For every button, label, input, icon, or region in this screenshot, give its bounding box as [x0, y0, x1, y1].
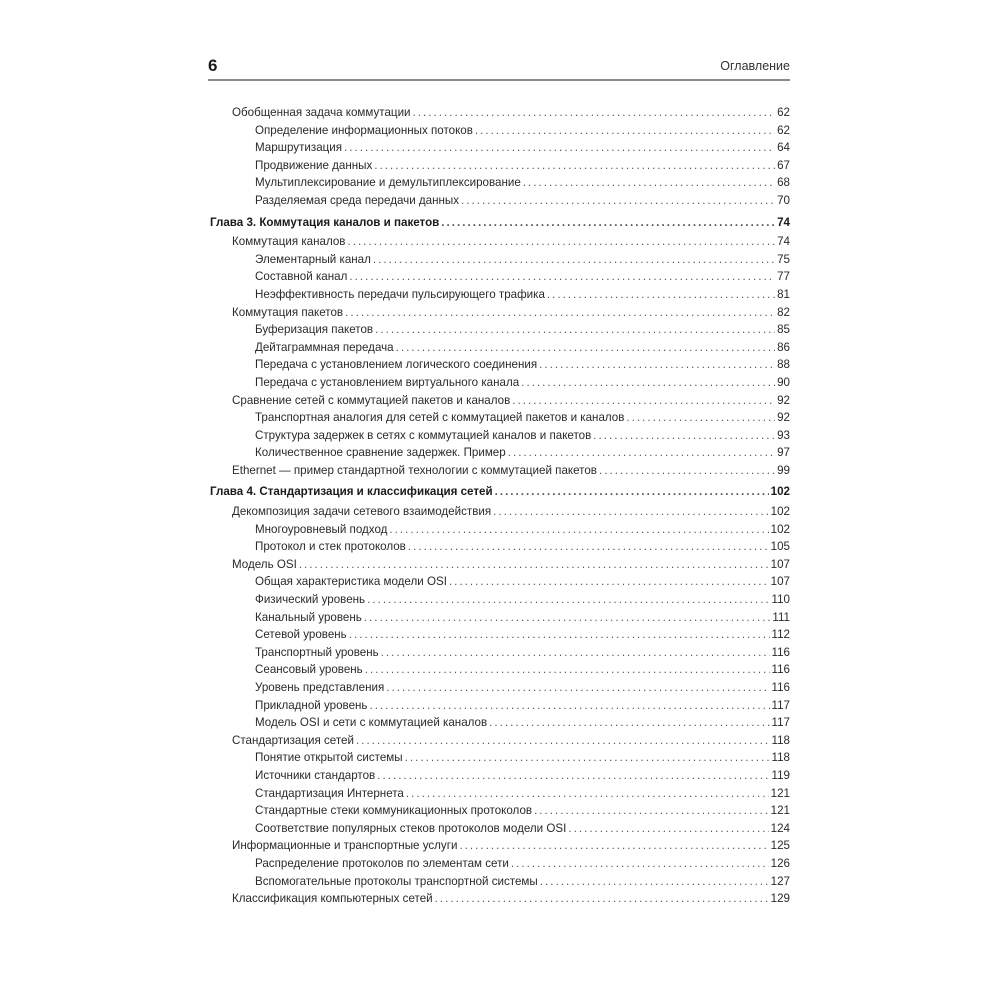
toc-entry-title: Информационные и транспортные услуги [232, 839, 458, 853]
toc-entry-page: 62 [777, 123, 790, 137]
toc-entry[interactable] [210, 104, 790, 122]
toc-entry-title: Передача с установлением логического соединения [255, 358, 538, 372]
dot-leader [523, 174, 775, 192]
toc-entry[interactable] [210, 157, 790, 175]
toc-entry-title: Сеансовый уровень [255, 663, 363, 677]
toc-entry-title: Сравнение сетей с коммутацией пакетов и каналов [232, 393, 511, 407]
dot-leader [367, 591, 769, 609]
toc-entry-title: Дейтаграммная передача [255, 340, 394, 354]
toc-entry-page: 92 [777, 393, 790, 407]
toc-entry-page: 102 [770, 485, 790, 499]
toc-entry[interactable] [210, 714, 790, 732]
toc-entry-page: 74 [777, 235, 790, 249]
toc-entry-title: Уровень представления [255, 681, 385, 694]
dot-leader [495, 483, 769, 501]
dot-leader [449, 573, 769, 591]
toc-entry[interactable] [210, 573, 790, 591]
toc-entry-page: 81 [777, 287, 790, 301]
toc-entry-title: Понятие открытой системы [255, 751, 403, 765]
toc-entry-title: Прикладной уровень [255, 698, 368, 712]
dot-leader [369, 697, 769, 715]
toc-entry[interactable] [210, 538, 790, 556]
toc-entry[interactable] [210, 820, 790, 838]
dot-leader [375, 321, 775, 339]
toc-entry-page: 118 [771, 751, 790, 765]
dot-leader [540, 873, 769, 891]
toc-entry-page: 75 [777, 252, 790, 266]
toc-entry-title: Сетевой уровень [255, 628, 347, 642]
toc-entry-page: 121 [770, 804, 790, 818]
dot-leader [389, 521, 768, 539]
toc-entry[interactable] [210, 591, 790, 609]
toc-entry[interactable] [210, 462, 790, 480]
toc-entry-title: Модель OSI и сети с коммутацией каналов [255, 716, 488, 730]
dot-leader [299, 556, 769, 574]
toc-entry[interactable] [210, 339, 790, 357]
dot-leader [534, 802, 769, 820]
toc-entry[interactable] [210, 251, 790, 269]
toc-entry-title: Канальный уровень [255, 610, 362, 624]
toc-entry[interactable] [210, 644, 790, 662]
toc-entry-title: Многоуровневый подход [255, 522, 388, 536]
toc-entry-page: 110 [771, 593, 790, 607]
toc-entry-page: 125 [770, 839, 790, 853]
toc-entry[interactable] [210, 233, 790, 251]
toc-entry-title: Продвижение данных [255, 158, 373, 172]
toc-entry-page: 107 [770, 557, 790, 571]
dot-leader [349, 626, 770, 644]
toc-entry[interactable] [210, 855, 790, 873]
toc-entry-page: 124 [770, 821, 790, 835]
toc-entry-page: 85 [777, 323, 790, 337]
toc-entry-title: Определение информационных потоков [255, 123, 473, 137]
toc-entry-title: Количественное сравнение задержек. Пример [255, 446, 506, 460]
toc-entry-page: 92 [777, 411, 790, 425]
toc-entry[interactable] [210, 609, 790, 627]
toc-entry-title: Источники стандартов [255, 768, 376, 782]
toc-entry-title: Глава 3. Коммутация каналов и пакетов [210, 215, 440, 229]
toc-entry[interactable] [210, 409, 790, 427]
dot-leader [489, 714, 769, 732]
toc-entry-title: Соответствие популярных стеков протоколов модели OSI [255, 821, 567, 835]
toc-entry[interactable] [210, 556, 790, 574]
toc-entry-title: Передача с установлением виртуального канала [255, 375, 520, 389]
toc-entry-page: 126 [770, 856, 790, 870]
dot-leader [547, 286, 775, 304]
toc-entry-title: Модель OSI [232, 557, 297, 571]
toc-entry-page: 118 [771, 733, 790, 747]
toc-entry[interactable] [210, 802, 790, 820]
toc-entry-page: 121 [770, 786, 790, 800]
toc-entry-title: Стандартные стеки коммуникационных протоколов [255, 804, 533, 818]
toc-entry[interactable] [210, 503, 790, 521]
dot-leader [347, 233, 775, 251]
toc-entry[interactable] [210, 174, 790, 192]
toc-entry-title: Структура задержек в сетях с коммутацией каналов и пакетов [255, 428, 592, 442]
toc-entry-title: Глава 4. Стандартизация и классификация сетей [210, 485, 493, 499]
dot-leader [356, 732, 770, 750]
dot-leader [374, 157, 775, 175]
dot-leader [345, 304, 775, 322]
toc-entry[interactable] [210, 374, 790, 392]
toc-entry[interactable] [210, 890, 790, 908]
toc-entry-page: 82 [777, 305, 790, 319]
dot-leader [344, 139, 775, 157]
dot-leader [408, 538, 769, 556]
toc-entry[interactable] [210, 697, 790, 715]
dot-leader [475, 122, 775, 140]
toc-entry[interactable] [210, 192, 790, 210]
toc-entry-title: Стандартизация Интернета [255, 786, 404, 800]
toc-entry-title: Составной канал [255, 270, 348, 284]
toc-entry[interactable] [210, 122, 790, 140]
dot-leader [396, 339, 775, 357]
dot-leader [413, 104, 776, 122]
table-of-contents [210, 104, 790, 908]
toc-entry[interactable] [210, 785, 790, 803]
dot-leader [539, 356, 775, 374]
toc-entry-title: Обобщенная задача коммутации [232, 106, 411, 119]
dot-leader [511, 855, 769, 873]
dot-leader [377, 767, 769, 785]
toc-entry-page: 90 [777, 375, 790, 389]
toc-entry-title: Транспортная аналогия для сетей с коммутацией пакетов и каналов [255, 411, 625, 425]
toc-entry-page: 77 [777, 270, 790, 284]
toc-entry-page: 105 [770, 540, 790, 554]
toc-entry-page: 62 [777, 106, 790, 119]
toc-entry[interactable] [210, 749, 790, 767]
toc-entry[interactable] [210, 139, 790, 157]
toc-entry[interactable] [210, 268, 790, 286]
dot-leader [593, 427, 775, 445]
dot-leader [386, 679, 769, 697]
toc-entry[interactable] [210, 661, 790, 679]
dot-leader [626, 409, 775, 427]
toc-entry-page: 116 [771, 645, 790, 659]
dot-leader [512, 392, 775, 410]
toc-entry[interactable] [210, 767, 790, 785]
toc-entry-page: 117 [771, 716, 790, 730]
toc-entry-page: 107 [770, 575, 790, 589]
toc-entry[interactable] [210, 356, 790, 374]
toc-entry[interactable] [210, 521, 790, 539]
toc-entry-title: Классификация компьютерных сетей [232, 892, 433, 906]
toc-entry[interactable] [210, 392, 790, 410]
toc-entry-page: 102 [770, 522, 790, 536]
toc-entry[interactable] [210, 837, 790, 855]
dot-leader [459, 837, 768, 855]
toc-entry[interactable] [210, 427, 790, 445]
running-title: Оглавление [720, 59, 790, 73]
toc-entry-title: Протокол и стек протоколов [255, 540, 406, 554]
toc-entry-page: 99 [777, 463, 790, 477]
toc-entry-title: Распределение протоколов по элементам сети [255, 856, 509, 870]
toc-entry-title: Транспортный уровень [255, 645, 379, 659]
toc-chapter-entry[interactable] [210, 483, 790, 501]
toc-entry-title: Стандартизация сетей [232, 733, 354, 747]
toc-entry[interactable] [210, 304, 790, 322]
dot-leader [493, 503, 769, 521]
toc-entry-page: 67 [777, 158, 790, 172]
header-rule [208, 79, 790, 81]
toc-entry-title: Физический уровень [255, 593, 366, 607]
toc-chapter-entry[interactable] [210, 214, 790, 232]
dot-leader [461, 192, 775, 210]
toc-entry[interactable] [210, 444, 790, 462]
toc-entry-page: 116 [771, 681, 790, 694]
toc-entry-page: 117 [771, 698, 790, 712]
toc-entry[interactable] [210, 286, 790, 304]
dot-leader [405, 749, 770, 767]
toc-entry-page: 116 [771, 663, 790, 677]
toc-entry[interactable] [210, 321, 790, 339]
toc-entry-page: 74 [777, 215, 790, 229]
toc-entry-page: 127 [770, 874, 790, 888]
toc-entry-title: Вспомогательные протоколы транспортной системы [255, 874, 538, 888]
dot-leader [435, 890, 769, 908]
toc-entry[interactable] [210, 679, 790, 697]
toc-entry-page: 119 [771, 768, 790, 782]
toc-entry[interactable] [210, 626, 790, 644]
dot-leader [568, 820, 768, 838]
toc-entry-title: Общая характеристика модели OSI [255, 575, 447, 589]
dot-leader [406, 785, 769, 803]
toc-entry-title: Неэффективность передачи пульсирующего трафика [255, 287, 545, 301]
toc-entry-title: Коммутация пакетов [232, 305, 344, 319]
toc-entry[interactable] [210, 873, 790, 891]
toc-entry-page: 64 [777, 141, 790, 155]
toc-entry-title: Маршрутизация [255, 141, 343, 155]
toc-entry-page: 68 [777, 176, 790, 190]
dot-leader [364, 609, 771, 627]
toc-entry-title: Декомпозиция задачи сетевого взаимодействия [232, 505, 492, 519]
toc-entry-title: Элементарный канал [255, 252, 371, 266]
page-header [208, 56, 790, 80]
toc-entry-title: Мультиплексирование и демультиплексирование [255, 176, 521, 190]
toc-entry-page: 112 [771, 628, 790, 642]
dot-leader [599, 462, 775, 480]
toc-entry-page: 88 [777, 358, 790, 372]
dot-leader [441, 214, 775, 232]
dot-leader [349, 268, 775, 286]
toc-entry-page: 70 [777, 193, 790, 207]
dot-leader [373, 251, 775, 269]
toc-entry-page: 129 [770, 892, 790, 906]
toc-entry-title: Ethernet — пример стандартной технологии с коммутацией пакетов [232, 463, 597, 477]
toc-entry-page: 93 [777, 428, 790, 442]
toc-entry-title: Коммутация каналов [232, 235, 346, 249]
toc-entry-title: Буферизация пакетов [255, 323, 374, 337]
toc-entry-page: 86 [777, 340, 790, 354]
page-number: 6 [208, 56, 218, 75]
dot-leader [365, 661, 770, 679]
toc-entry-page: 102 [770, 505, 790, 519]
toc-entry-page: 97 [777, 446, 790, 460]
dot-leader [508, 444, 775, 462]
dot-leader [381, 644, 770, 662]
toc-entry[interactable] [210, 732, 790, 750]
dot-leader [521, 374, 775, 392]
toc-entry-title: Разделяемая среда передачи данных [255, 193, 460, 207]
toc-entry-page: 111 [772, 610, 790, 624]
